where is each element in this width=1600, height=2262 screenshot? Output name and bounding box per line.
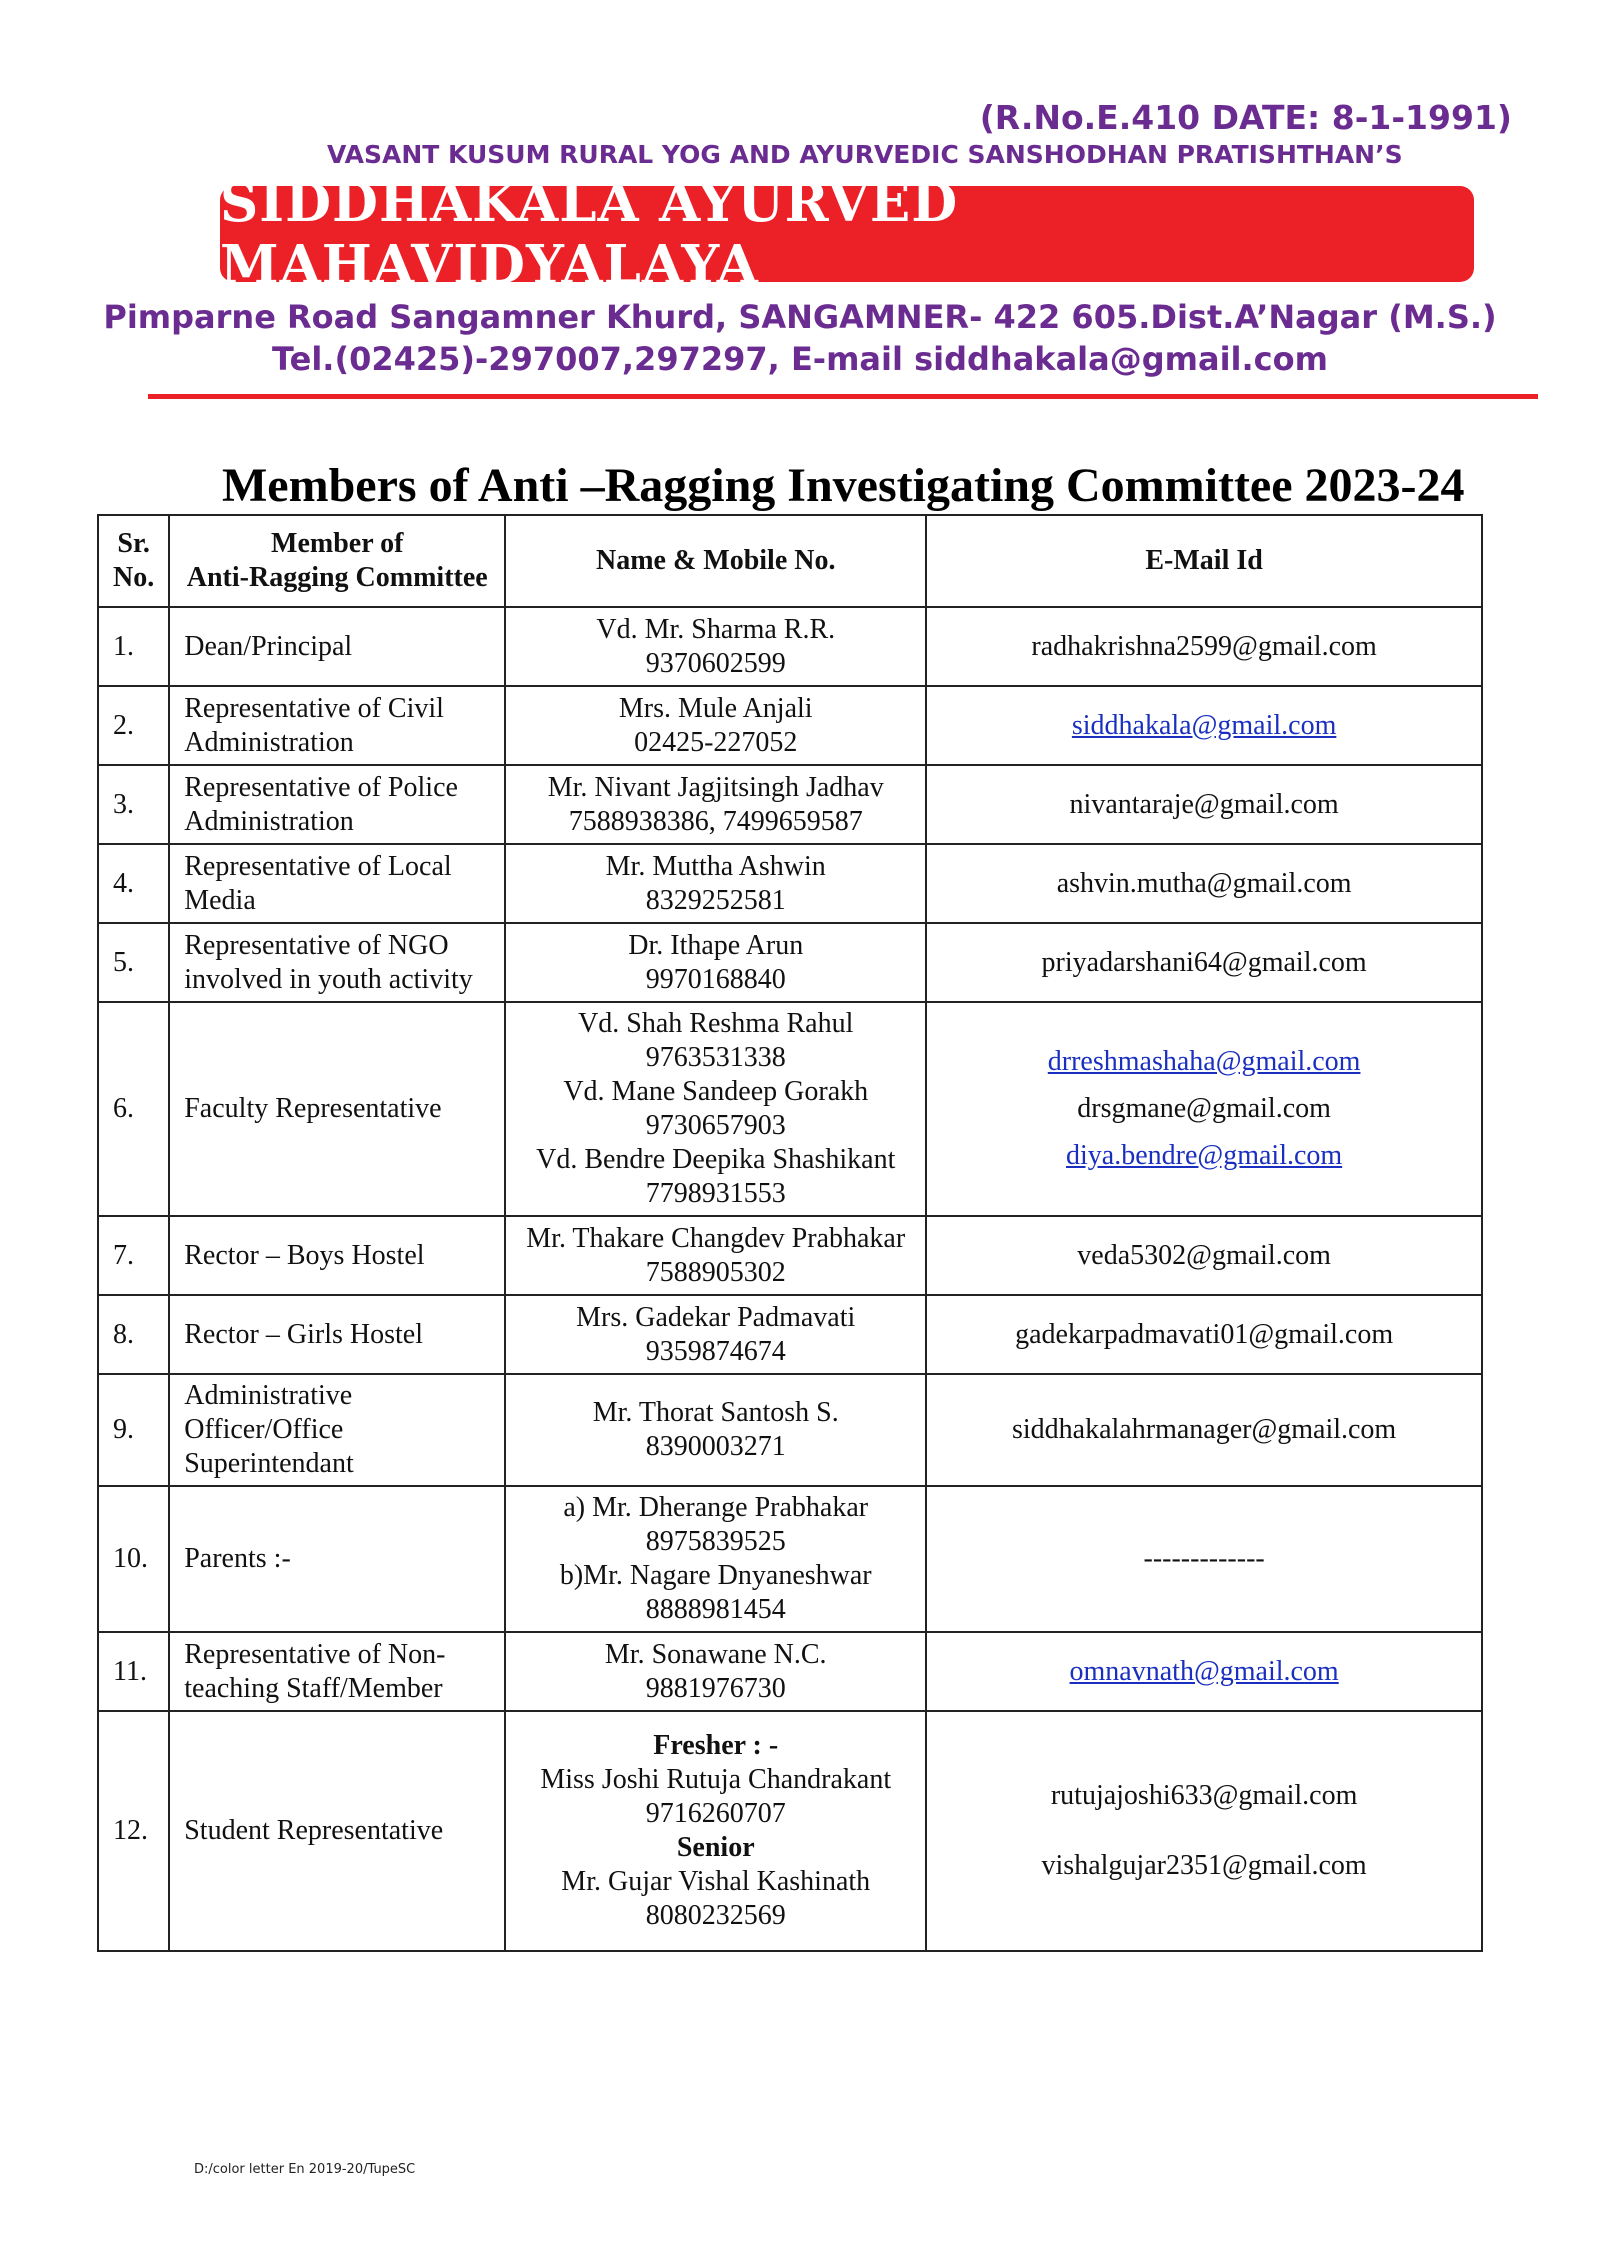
trust-name: VASANT KUSUM RURAL YOG AND AYURVEDIC SANSHODHAN PRATISHTHAN’S [327, 140, 1403, 169]
email-link[interactable]: diya.bendre@gmail.com [1066, 1140, 1343, 1171]
table-row [98, 1374, 1482, 1486]
member-name: Dr. Ithape Arun [628, 929, 804, 961]
email-cell [926, 1711, 1482, 1951]
sr-no-cell: 7. [98, 1216, 169, 1295]
member-name: a) Mr. Dherange Prabhakar [563, 1492, 869, 1523]
member-name: Mr. Nivant Jagjitsingh Jadhav [547, 771, 884, 803]
sr-no-cell: 10. [98, 1486, 169, 1632]
sr-no-cell: 5. [98, 923, 169, 1002]
mobile-number: 9763531338 [645, 1042, 786, 1073]
email-cell [926, 1295, 1482, 1374]
mobile-number: 9370602599 [645, 647, 786, 679]
email-cell [926, 844, 1482, 923]
table-row [98, 1295, 1482, 1374]
registration-number: (R.No.E.410 DATE: 8-1-1991) [979, 98, 1512, 137]
role-line: Officer/Office [184, 1414, 344, 1445]
member-name: Fresher : - [653, 1730, 779, 1761]
member-role-cell [169, 686, 505, 765]
sr-no-cell: 12. [98, 1711, 169, 1951]
role-line: Administration [184, 805, 354, 837]
mobile-number: 02425-227052 [634, 726, 798, 758]
member-name: Miss Joshi Rutuja Chandrakant [540, 1764, 892, 1795]
name-mobile-cell [505, 1486, 926, 1632]
mobile-number: 9730657903 [645, 1110, 786, 1141]
header-email: E-Mail Id [926, 515, 1482, 607]
member-role-cell [169, 1216, 505, 1295]
role-line: Representative of NGO [184, 929, 449, 961]
email-text: ------------- [1143, 1543, 1265, 1574]
table-row [98, 844, 1482, 923]
member-role-cell [169, 1002, 505, 1216]
name-mobile-cell [505, 686, 926, 765]
member-name: Mr. Gujar Vishal Kashinath [561, 1866, 871, 1897]
email-text: drsgmane@gmail.com [1077, 1093, 1331, 1124]
role-line: Representative of Civil [184, 692, 444, 724]
role-line: Rector – Boys Hostel [184, 1239, 425, 1271]
email-text: ashvin.mutha@gmail.com [1056, 867, 1352, 899]
member-name: Senior [676, 1832, 755, 1863]
member-name: Vd. Bendre Deepika Shashikant [536, 1144, 896, 1175]
email-cell [926, 1486, 1482, 1632]
mobile-number: 7588905302 [645, 1256, 786, 1288]
role-line: Administrative [184, 1380, 353, 1411]
college-address: Pimparne Road Sangamner Khurd, SANGAMNER- 422 605.Dist.A’Nagar (M.S.) [103, 298, 1497, 336]
email-text: gadekarpadmavati01@gmail.com [1015, 1318, 1394, 1350]
file-path-footer: D:/color letter En 2019-20/TupeSC [194, 2162, 416, 2177]
table-row [98, 1002, 1482, 1216]
name-mobile-cell [505, 1711, 926, 1951]
table-header-row [98, 515, 1482, 607]
member-role-cell [169, 923, 505, 1002]
email-link[interactable]: omnavnath@gmail.com [1069, 1655, 1339, 1687]
role-line: Administration [184, 726, 354, 758]
mobile-number: 7798931553 [645, 1178, 786, 1209]
email-text: radhakrishna2599@gmail.com [1031, 630, 1377, 662]
name-mobile-cell [505, 1632, 926, 1711]
name-mobile-cell [505, 1216, 926, 1295]
role-line: Dean/Principal [184, 630, 353, 662]
member-name: Mrs. Mule Anjali [618, 692, 813, 724]
header-sr-no: Sr. No. [98, 515, 169, 607]
email-cell [926, 923, 1482, 1002]
role-line: Faculty Representative [184, 1093, 442, 1124]
email-cell [926, 607, 1482, 686]
email-cell [926, 686, 1482, 765]
email-text: siddhakalahrmanager@gmail.com [1012, 1414, 1397, 1445]
name-mobile-cell [505, 1002, 926, 1216]
member-name: b)Mr. Nagare Dnyaneshwar [559, 1560, 872, 1591]
role-line: Representative of Police [184, 771, 458, 803]
role-line: Representative of Non- [184, 1638, 446, 1670]
email-cell [926, 1216, 1482, 1295]
role-line: involved in youth activity [184, 963, 473, 995]
mobile-number: 9716260707 [645, 1798, 786, 1829]
table-row [98, 923, 1482, 1002]
name-mobile-cell [505, 1374, 926, 1486]
mobile-number: 8329252581 [645, 884, 786, 916]
table-row [98, 1216, 1482, 1295]
member-name: Vd. Mr. Sharma R.R. [596, 613, 836, 645]
role-line: teaching Staff/Member [184, 1672, 443, 1704]
role-line: Media [184, 884, 256, 916]
member-name: Vd. Mane Sandeep Gorakh [563, 1076, 869, 1107]
sr-no-cell: 11. [98, 1632, 169, 1711]
email-text: veda5302@gmail.com [1077, 1239, 1331, 1271]
member-role-cell [169, 1486, 505, 1632]
table-row [98, 1632, 1482, 1711]
email-cell [926, 765, 1482, 844]
table-row [98, 765, 1482, 844]
mobile-number: 8888981454 [645, 1594, 786, 1625]
college-name-banner: SIDDHAKALA AYURVED MAHAVIDYALAYA [220, 186, 1474, 282]
name-mobile-cell [505, 607, 926, 686]
member-name: Vd. Shah Reshma Rahul [578, 1008, 854, 1039]
table-row [98, 607, 1482, 686]
header-divider [148, 394, 1538, 399]
member-name: Mrs. Gadekar Padmavati [576, 1301, 856, 1333]
sr-no-cell: 2. [98, 686, 169, 765]
member-role-cell [169, 1711, 505, 1951]
role-line: Superintendant [184, 1448, 354, 1479]
email-cell [926, 1374, 1482, 1486]
sr-no-cell: 6. [98, 1002, 169, 1216]
mobile-number: 8975839525 [645, 1526, 786, 1557]
member-name: Mr. Muttha Ashwin [605, 850, 826, 882]
header-member-role: Member of Anti-Ragging Committee [169, 515, 505, 607]
sr-no-cell: 4. [98, 844, 169, 923]
document-title: Members of Anti –Ragging Investigating Committee 2023-24 [222, 459, 1465, 512]
college-contact: Tel.(02425)-297007,297297, E-mail siddhakala@gmail.com [272, 340, 1328, 378]
member-name: Mr. Thakare Changdev Prabhakar [526, 1222, 906, 1254]
member-name: Mr. Thorat Santosh S. [592, 1397, 839, 1428]
table-row [98, 1486, 1482, 1632]
email-text: rutujajoshi633@gmail.com [1050, 1780, 1358, 1811]
member-role-cell [169, 1632, 505, 1711]
name-mobile-cell [505, 923, 926, 1002]
table-row [98, 686, 1482, 765]
role-line: Parents :- [184, 1543, 291, 1574]
sr-no-cell: 3. [98, 765, 169, 844]
role-line: Representative of Local [184, 850, 452, 882]
name-mobile-cell [505, 844, 926, 923]
mobile-number: 7588938386, 7499659587 [568, 805, 863, 837]
email-cell [926, 1632, 1482, 1711]
email-link[interactable]: siddhakala@gmail.com [1071, 709, 1337, 741]
member-name: Mr. Sonawane N.C. [604, 1638, 827, 1670]
mobile-number: 8390003271 [645, 1431, 786, 1462]
email-text: priyadarshani64@gmail.com [1041, 946, 1367, 978]
mobile-number: 9970168840 [645, 963, 786, 995]
email-link[interactable]: drreshmashaha@gmail.com [1047, 1046, 1361, 1077]
sr-no-cell: 1. [98, 607, 169, 686]
role-line: Rector – Girls Hostel [184, 1318, 423, 1350]
member-role-cell [169, 765, 505, 844]
member-role-cell [169, 1374, 505, 1486]
mobile-number: 8080232569 [645, 1900, 786, 1931]
header-name-mobile: Name & Mobile No. [505, 515, 926, 607]
member-role-cell [169, 844, 505, 923]
mobile-number: 9359874674 [645, 1335, 786, 1367]
sr-no-cell: 9. [98, 1374, 169, 1486]
member-role-cell [169, 607, 505, 686]
name-mobile-cell [505, 1295, 926, 1374]
sr-no-cell: 8. [98, 1295, 169, 1374]
member-role-cell [169, 1295, 505, 1374]
name-mobile-cell [505, 765, 926, 844]
email-text: nivantaraje@gmail.com [1069, 788, 1339, 820]
table-row [98, 1711, 1482, 1951]
role-line: Student Representative [184, 1815, 444, 1846]
mobile-number: 9881976730 [645, 1672, 786, 1704]
committee-table [97, 514, 1483, 1952]
email-text: vishalgujar2351@gmail.com [1041, 1850, 1367, 1881]
email-cell [926, 1002, 1482, 1216]
